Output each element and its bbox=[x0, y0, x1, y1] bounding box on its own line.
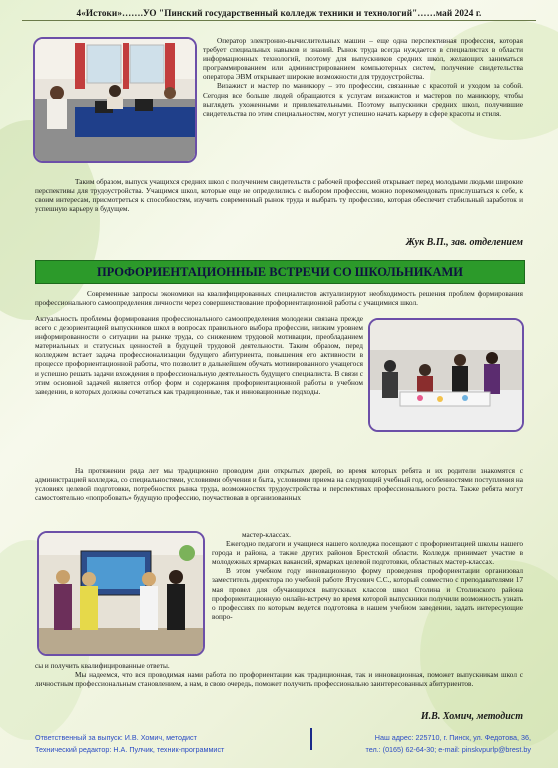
paragraph: Мы надеемся, что вся проводимая нами работа по профориентации как традиционная, так и инновационная, поможет выпускникам школ с личностным профессиональным становлением, а нам, в свою очередь, поможет получить профессионально заинтересованных абитуриентов. bbox=[35, 671, 523, 689]
paragraph: Оператор электронно-вычислительных машин – еще одна перспективная профессия, которая требует специальных навыков и знаний. Рынок труда всегда нуждается в специалистах в области информационных технологий, поэтому для выпускников средних школ, желающих заниматься программированием или администрированием компьютерных систем, получение свидетельства оператора ЭВМ открывает широкие возможности для трудоустройства. bbox=[203, 37, 523, 82]
article-visits bbox=[212, 531, 523, 622]
article-conclusion bbox=[35, 178, 523, 214]
article-problem bbox=[35, 315, 363, 397]
paragraph: Современные запросы экономики на квалифицированных специалистов актуализируют необходимость решения проблем формирования профессионального самоопределения личности через совершенствование профориентационной работы с учащимися школ. bbox=[35, 290, 523, 308]
article-open-days bbox=[35, 467, 523, 503]
paragraph: Ежегодно педагоги и учащиеся нашего колледжа посещают с профориентацией школы нашего города и района, а также других районов Брестской области. Колледж принимает участие в молодежных ярмарках вакансий, ярмарках целевой подготовки, областных мастер-классах. bbox=[212, 540, 523, 567]
article-occupations bbox=[203, 37, 523, 119]
signature-zhuk: Жук В.П., зав. отделением bbox=[405, 237, 523, 248]
paragraph: Таким образом, выпуск учащихся средних школ с получением свидетельств с рабочей профессией открывает перед молодыми людьми широкие перспективы для трудоустройства. Учащимся школ, которые еще не определились с выбором профессии, можно порекомендовать прислушаться к себе, к своим интересам, присмотреться к способностям, изучить современный рынок труда и выбрать ту профессию, которая обеспечит стабильный заработок и успешную карьеру в будущем. bbox=[35, 178, 523, 214]
footer-responsible: Ответственный за выпуск: И.В. Хомич, методист bbox=[35, 733, 197, 742]
running-header: 4«Истоки»…….УО "Пинский государственный колледж техники и технологий"……май 2024 г. bbox=[22, 6, 536, 21]
paragraph: Актуальность проблемы формирования профессионального самоопределения молодежи связана прежде всего с дезориентацией выпускников школ в вопросах правильного выбора профессии, низким уровнем информированности о ситуации на рынке труда, со снижением трудовой мотивации, преобладанием материальных и статусных ценностей в будущей трудовой деятельности. Таким образом, перед колледжем встает задача профессионализации будущего абитуриента, повышения его активности в процессе профориентационной работы, что позволит в дальнейшем обучать мотивированного учащегося и успешно решать задачи вхождения в профессиональную деятельность будущего специалиста. В связи с этим основной задачей является отбор форм и содержания профориентационной работы в учебном заведении, в которых должны сочетаться как традиционные, так и инновационные подходы. bbox=[35, 315, 363, 396]
classroom-photo bbox=[33, 37, 197, 163]
paragraph: В этом учебном году инновационную форму проведения профориентации организовал заместитель директора по учебной работе Ятусевич С.С., который совместно с преподавателями 17 мая провел для обучающихся выпускных классов школ Столина и Столинского района профориентационную онлайн-встречу во время которой выпускники получили возможность узнать о профессиях по которым ведется подготовка в нашем учебном заведении, задать интересующие вопро- bbox=[212, 567, 523, 621]
paragraph: На протяжении ряда лет мы традиционно проводим дни открытых дверей, во время которых ребята и их родители знакомятся с администрацией колледжа, со специальностями, условиями обучения и быта, условиями приема на следующий учебный год, особенностями поступления на условиях целевой подготовки, потребностях рынка труда, возможностях трудоустройства и перспективах профессионального роста. Также ребята могут самостоятельно «попробовать» будущую профессию, поучаствовав в организованных bbox=[35, 467, 523, 503]
section-banner: ПРОФОРИЕНТАЦИОННЫЕ ВСТРЕЧИ СО ШКОЛЬНИКАМИ bbox=[35, 260, 525, 284]
article-closing bbox=[35, 662, 523, 689]
footer-contacts: тел.: (0165) 62-64-30; e-mail: pinskvpurlp@brest.by bbox=[365, 745, 531, 754]
paragraph: Визажист и мастер по маникюру – это профессии, связанные с красотой и уходом за собой. Сегодня все больше людей обращаются к услугам визажистов и мастеров по маникюру, чтобы выглядеть ухоженными и привлекательными. Поэтому выпускники средних школ, получившие свидетельства по этим специальностям, могут успешно начать карьеру в сфере красоты и стиля. bbox=[203, 82, 523, 118]
students-photo bbox=[368, 318, 524, 432]
footer bbox=[0, 730, 558, 768]
paragraph: сы и получить квалифицированные ответы. bbox=[35, 662, 170, 670]
footer-tech-editor: Технический редактор: Н.А. Пулчик, техник-программист bbox=[35, 745, 225, 754]
presentation-photo bbox=[37, 531, 205, 656]
article-intro bbox=[35, 290, 523, 308]
page bbox=[22, 6, 536, 21]
footer-divider bbox=[310, 728, 312, 750]
footer-address: Наш адрес: 225710, г. Пинск, ул. Федотова, 36, bbox=[374, 733, 531, 742]
signature-khomich: И.В. Хомич, методист bbox=[420, 711, 523, 722]
paragraph: мастер-классах. bbox=[242, 531, 291, 539]
